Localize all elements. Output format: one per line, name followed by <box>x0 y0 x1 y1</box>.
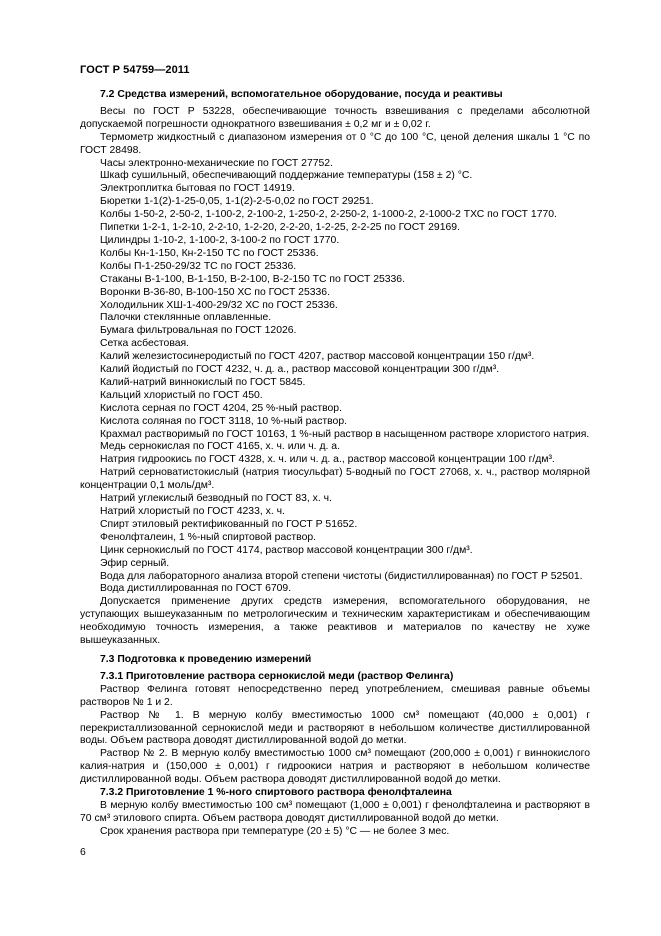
list-item: Спирт этиловый ректификованный по ГОСТ Р 51652. <box>100 518 358 530</box>
section-7-3-2-title: 7.3.2 Приготовление 1 %-ного спиртового раствора фенолфталеина <box>100 787 452 799</box>
list-item: Кальций хлористый по ГОСТ 450. <box>100 389 263 401</box>
list-item: Сетка асбестовая. <box>100 338 190 350</box>
list-item: Натрий хлористый по ГОСТ 4233, х. ч. <box>100 506 285 517</box>
document-header: ГОСТ Р 54759—2011 <box>80 64 190 76</box>
paragraph: В мерную колбу вместимостью 100 см³ помещают (1,000 ± 0,001) г фенолфталеина и растворяют в 70 см³ этилового спирта. Объем раствора доводят дистиллированной водой до метки. <box>80 799 590 824</box>
list-item: Крахмал растворимый по ГОСТ 10163, 1 %-ный раствор в насыщенном растворе хлористого натрия. <box>100 428 590 440</box>
section-7-3-title: 7.3 Подготовка к проведению измерений <box>100 653 312 665</box>
paragraph: Срок хранения раствора при температуре (20 ± 5) °С — не более 3 мес. <box>100 825 450 837</box>
list-item: Натрия гидроокись по ГОСТ 4328, х. ч. или ч. д. а., раствор массовой концентрации 100 г/дм³. <box>100 454 555 466</box>
list-item: Кислота соляная по ГОСТ 3118, 10 %-ный раствор. <box>100 415 347 427</box>
list-item: Натрий серноватистокислый (натрия тиосульфат) 5-водный по ГОСТ 27068, х. ч., раствор молярной концентрации 0,1 моль/дм³. <box>80 467 590 492</box>
list-item: Часы электронно-механические по ГОСТ 27752. <box>100 157 333 169</box>
list-item: Бюретки 1-1(2)-1-25-0,05, 1-1(2)-2-5-0,02 по ГОСТ 29251. <box>100 196 374 208</box>
list-item: Медь сернокислая по ГОСТ 4165, х. ч. или ч. д. а. <box>100 441 340 453</box>
list-item: Натрий углекислый безводный по ГОСТ 83, х. ч. <box>100 493 332 505</box>
list-item: Бумага фильтровальная по ГОСТ 12026. <box>100 325 297 337</box>
paragraph: Раствор № 2. В мерную колбу вместимостью 1000 см³ помещают (200,000 ± 0,001) г виннокислого калия-натрия и (150,000 ± 0,001) г гидроокиси натрия и растворяют в небольшом количестве дистиллированной воды. Объем раствора доводят дистиллированной водой до метки. <box>80 748 590 786</box>
list-item: Кислота серная по ГОСТ 4204, 25 %-ный раствор. <box>100 402 342 414</box>
list-item: Вода дистиллированная по ГОСТ 6709. <box>100 583 292 595</box>
page-body <box>80 89 590 839</box>
list-item: Термометр жидкостный с диапазоном измерения от 0 °С до 100 °С, ценой деления шкалы 1 °С по ГОСТ 28498. <box>80 131 590 156</box>
list-item: Фенолфталеин, 1 %-ный спиртовой раствор. <box>100 531 317 543</box>
section-7-2-items <box>80 106 590 648</box>
list-item: Калий железистосинеродистый по ГОСТ 4207, раствор массовой концентрации 150 г/дм³. <box>100 351 535 363</box>
paragraph: Раствор № 1. В мерную колбу вместимостью 1000 см³ помещают (40,000 ± 0,001) г перекристаллизованной сернокислой меди и растворяют в небольшом количестве дистиллированной воды. Объем раствора доводят дистиллированной водой до метки. <box>80 709 590 747</box>
page-number: 6 <box>80 847 86 858</box>
list-item: Весы по ГОСТ Р 53228, обеспечивающие точность взвешивания с пределами абсолютной допускаемой погрешности однократного взвешивания ± 0,2 мг и ± 0,02 г. <box>80 105 590 130</box>
list-item: Пипетки 1-2-1, 1-2-10, 2-2-10, 1-2-20, 2-2-20, 1-2-25, 2-2-25 по ГОСТ 29169. <box>100 222 460 234</box>
list-item: Стаканы В-1-100, В-1-150, В-2-100, В-2-150 ТС по ГОСТ 25336. <box>100 273 405 285</box>
list-item: Калий-натрий виннокислый по ГОСТ 5845. <box>100 376 306 388</box>
section-7-3-1-title: 7.3.1 Приготовление раствора сернокислой меди (раствор Фелинга) <box>100 670 454 682</box>
list-item: Допускается применение других средств измерения, вспомогательного оборудования, не уступающих вышеуказанным по метрологическим и техническим характеристикам и обеспечивающим необходимую точность измерения, а также реактивов и материалов по качеству не хуже вышеуказанных. <box>80 596 590 647</box>
list-item: Шкаф сушильный, обеспечивающий поддержание температуры (158 ± 2) °С. <box>100 170 473 182</box>
list-item: Вода для лабораторного анализа второй степени чистоты (бидистиллированная) по ГОСТ Р 52501. <box>100 570 583 582</box>
list-item: Цинк сернокислый по ГОСТ 4174, раствор массовой концентрации 300 г/дм³. <box>100 544 473 556</box>
list-item: Воронки В-36-80, В-100-150 ХС по ГОСТ 25336. <box>100 286 330 298</box>
list-item: Калий йодистый по ГОСТ 4232, ч. д. а., раствор массовой концентрации 300 г/дм³. <box>100 364 500 376</box>
list-item: Колбы П-1-250-29/32 ТС по ГОСТ 25336. <box>100 260 297 272</box>
list-item: Цилиндры 1-10-2, 1-100-2, 3-100-2 по ГОСТ 1770. <box>100 234 340 246</box>
list-item: Колбы 1-50-2, 2-50-2, 1-100-2, 2-100-2, 1-250-2, 2-250-2, 1-1000-2, 2-1000-2 ТХС по ГОСТ 1770. <box>100 209 557 221</box>
list-item: Электроплитка бытовая по ГОСТ 14919. <box>100 183 295 195</box>
list-item: Колбы Кн-1-150, Кн-2-150 ТС по ГОСТ 25336. <box>100 247 319 259</box>
section-7-2-title: 7.2 Средства измерений, вспомогательное оборудование, посуда и реактивы <box>100 89 503 100</box>
list-item: Эфир серный. <box>100 557 170 569</box>
list-item: Палочки стеклянные оплавленные. <box>100 312 272 324</box>
paragraph: Раствор Фелинга готовят непосредственно перед употреблением, смешивая равные объемы растворов № 1 и 2. <box>80 683 590 708</box>
list-item: Холодильник ХШ-1-400-29/32 ХС по ГОСТ 25336. <box>100 299 338 311</box>
